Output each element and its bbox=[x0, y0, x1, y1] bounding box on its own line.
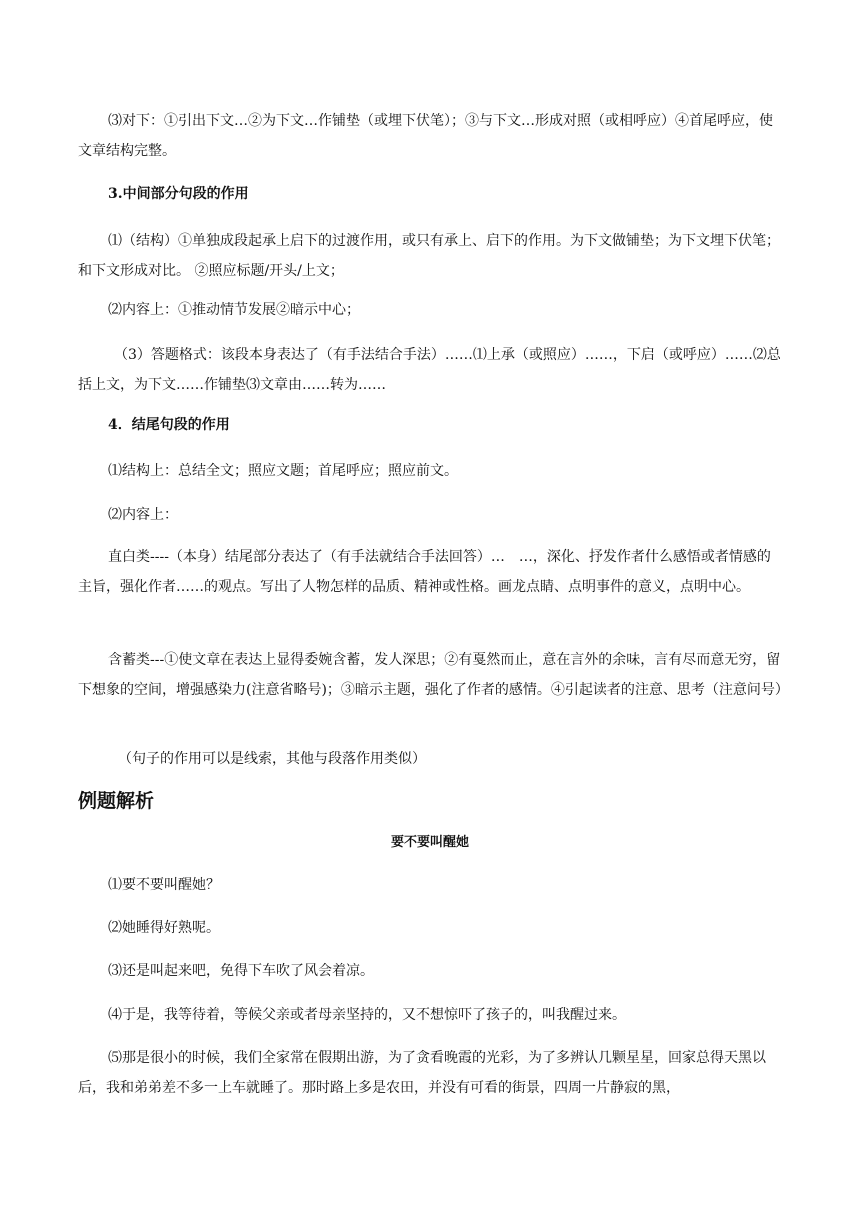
paragraph-text: ⑵内容上： bbox=[108, 507, 178, 523]
paragraph-text: ⑶对下：①引出下文…②为下文…作铺垫（或埋下伏笔）；③与下文…形成对照（或相呼应）④首尾呼应，使文章结构完整。 bbox=[78, 113, 773, 159]
paragraph-structure bbox=[78, 226, 782, 286]
paragraph-answer-format bbox=[78, 340, 782, 400]
paragraph-text: （句子的作用可以是线索，其他与段落作用类似） bbox=[118, 751, 426, 767]
paragraph-text: 含蓄类---①使文章在表达上显得委婉含蓄，发人深思；②有戛然而止，意在言外的余味，言有尽而意无穷，留下想象的空间，增强感染力(注意省略号)；③暗示主题，强化了作者的感情。④引起读者的注意、思考（注意问号） bbox=[78, 652, 789, 698]
paragraph-ending-structure bbox=[78, 456, 782, 486]
article-paragraph-5 bbox=[78, 1043, 782, 1103]
heading-text: 4．结尾句段的作用 bbox=[108, 417, 230, 433]
article-paragraph-2 bbox=[78, 913, 782, 943]
article-paragraph-1 bbox=[78, 870, 782, 900]
paragraph-text: ⑶还是叫起来吧，免得下车吹了风会着凉。 bbox=[108, 963, 374, 979]
paragraph-ending-content bbox=[78, 500, 782, 530]
paragraph-text: ⑷于是，我等待着，等候父亲或者母亲坚持的，又不想惊吓了孩子的，叫我醒过来。 bbox=[108, 1007, 626, 1023]
article-title: 要不要叫醒她 bbox=[390, 835, 469, 850]
article-paragraph-4 bbox=[78, 1000, 782, 1030]
article-paragraph-3 bbox=[78, 956, 782, 986]
paragraph-text: ⑵她睡得好熟呢。 bbox=[108, 920, 220, 936]
paragraph-sentence-note bbox=[78, 744, 782, 774]
paragraph-opening-effect bbox=[78, 106, 782, 166]
paragraph-text: ⑸那是很小的时候，我们全家常在假期出游，为了贪看晚霞的光彩，为了多辨认几颗星星，回家总得天黑以后，我和弟弟差不多一上车就睡了。那时路上多是农田，并没有可看的街景，四周一片静寂的黑， bbox=[78, 1050, 766, 1096]
paragraph-text: ⑴要不要叫醒她？ bbox=[108, 877, 220, 893]
heading-middle-section bbox=[78, 179, 782, 209]
section-title: 例题解析 bbox=[78, 790, 155, 812]
paragraph-implicit-type bbox=[78, 645, 789, 705]
paragraph-text: ⑵内容上：①推动情节发展②暗示中心； bbox=[108, 302, 360, 318]
paragraph-text: ⑴结构上：总结全文；照应文题；首尾呼应；照应前文。 bbox=[108, 463, 458, 479]
paragraph-direct-type bbox=[78, 542, 782, 602]
paragraph-text: （3）答题格式：该段本身表达了（有手法结合手法）……⑴上承（或照应）……，下启（或呼应）……⑵总括上文，为下文……作铺垫⑶文章由……转为…… bbox=[78, 347, 781, 393]
paragraph-text: ⑴（结构）①单独成段起承上启下的过渡作用，或只有承上、启下的作用。为下文做铺垫；为下文埋下伏笔；和下文形成对比。 ②照应标题/开头/上文； bbox=[78, 233, 780, 279]
heading-ending-section bbox=[78, 410, 782, 440]
paragraph-text: 直白类----（本身）结尾部分表达了（有手法就结合手法回答）… …，深化、抒发作者什么感悟或者情感的主旨，强化作者……的观点。写出了人物怎样的品质、精神或性格。画龙点睛、点明事件的意义，点明中心。 bbox=[78, 549, 771, 595]
paragraph-content bbox=[78, 295, 782, 325]
heading-text: 3.中间部分句段的作用 bbox=[108, 186, 249, 202]
